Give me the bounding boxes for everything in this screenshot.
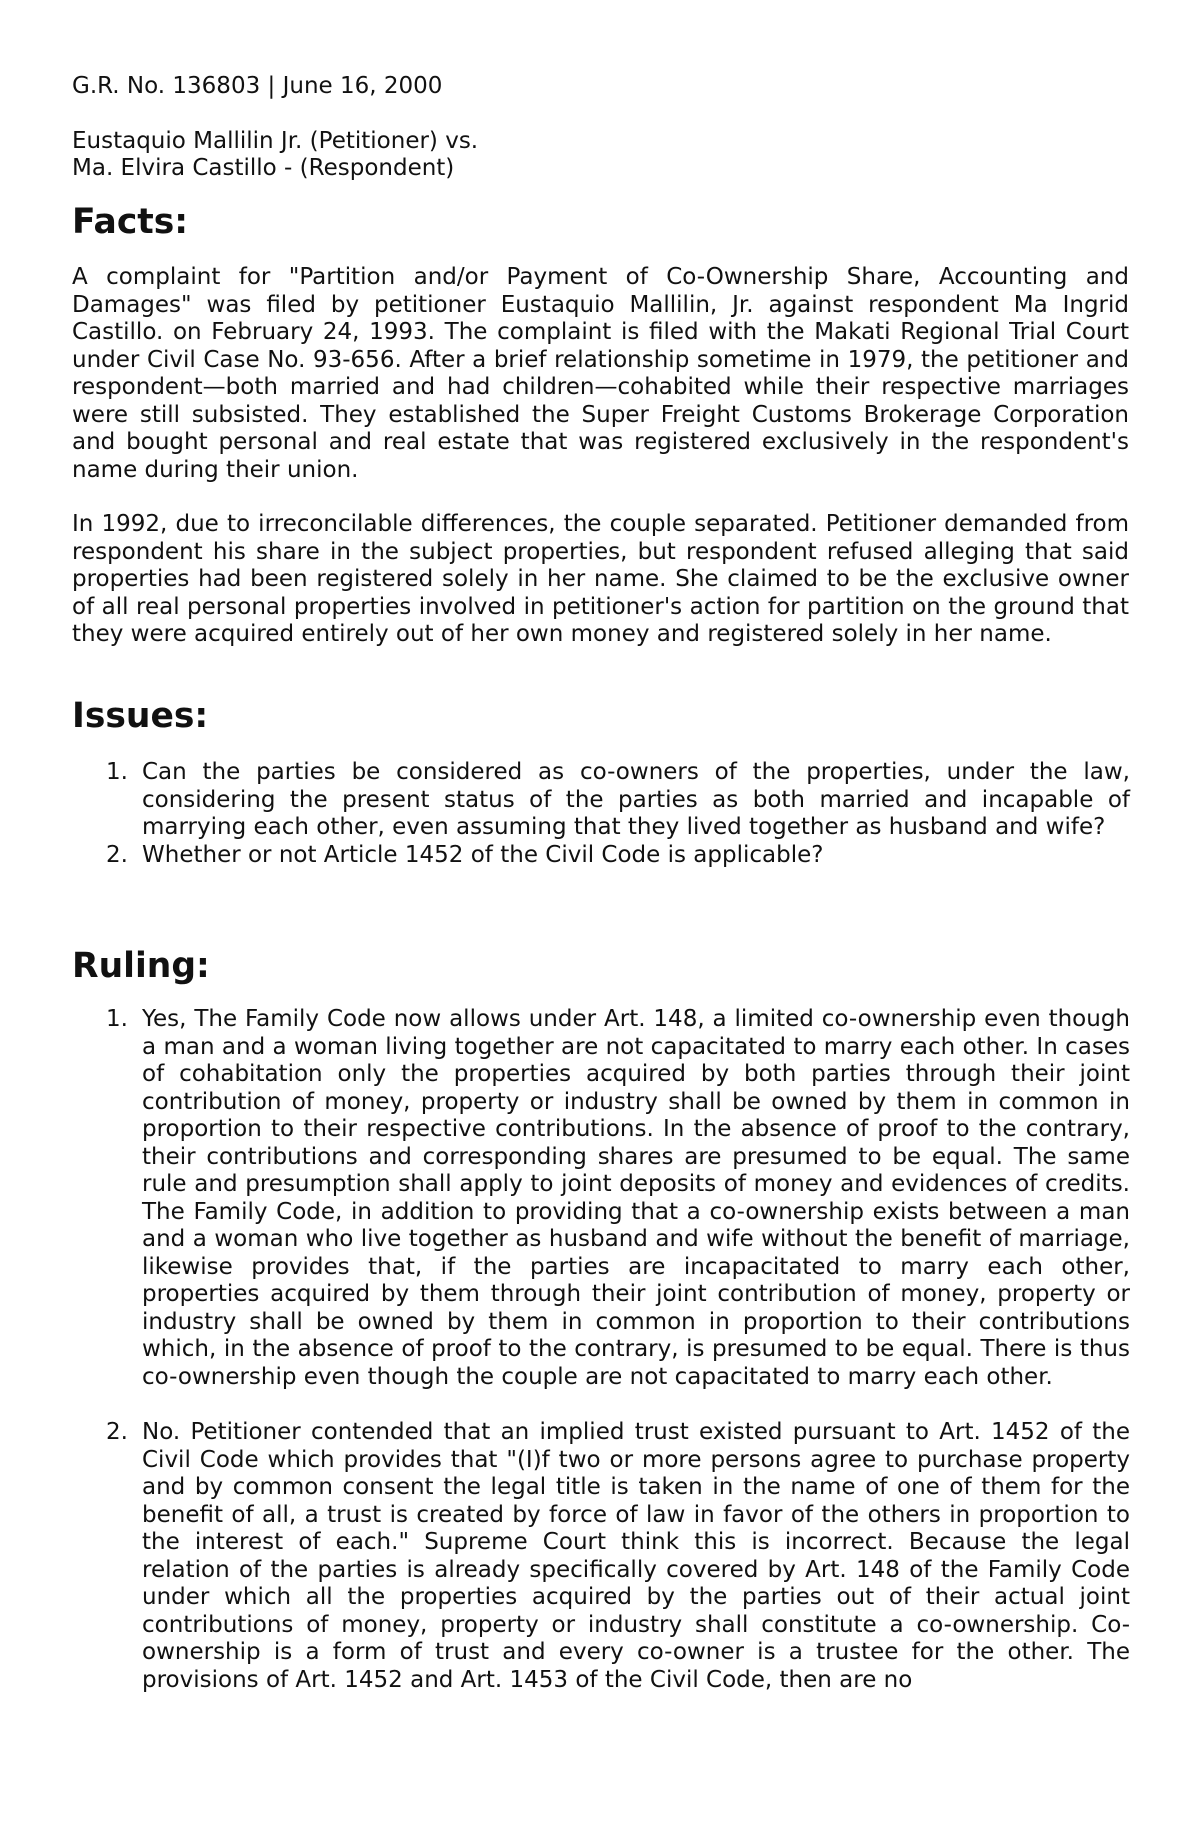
issue-item — [72, 759, 1130, 842]
header-spacer — [72, 101, 1132, 128]
issues-heading: Issues: — [72, 696, 209, 736]
issue-number: 2. — [106, 841, 128, 868]
ruling-text: Yes, The Family Code now allows under Art. 148, a limited co-ownership even though a man and a woman living together are not capacitated to marry each other. In cases of cohabitation only the properties acquired by both parties through their joint contribution of money, property or industry shall be owned by them in common in proportion to their respective contributions. In the absence of proof to the contrary, their contributions and corresponding shares are presumed to be equal. The same rule and presumption shall apply to joint deposits of money and evidences of credits. The Family Code, in addition to providing that a co-ownership exists between a man and a woman who live together as husband and wife without the benefit of marriage, likewise provides that, if the parties are incapacitated to marry each other, properties acquired by them through their joint contribution of money, property or industry shall be owned by them in common in proportion to their contributions which, in the absence of proof to the contrary, is presumed to be equal. There is thus co-ownership even though the couple are not capacitated to marry each other. — [142, 1006, 1130, 1390]
ruling-item — [72, 1006, 1130, 1391]
ruling-item — [72, 1419, 1130, 1694]
issues-list — [72, 759, 1130, 869]
petitioner-line: Eustaquio Mallilin Jr. (Petitioner) vs. — [72, 127, 479, 154]
issue-text: Can the parties be considered as co-owners of the properties, under the law, considering the present status of the parties as both married and incapable of marrying each other, even assuming that they lived together as husband and wife? — [142, 759, 1130, 840]
facts-paragraph-1: A complaint for "Partition and/or Payment of Co-Ownership Share, Accounting and Damages" was filed by petitioner Eustaquio Mallilin, Jr. against respondent Ma Ingrid Castillo. on February 24, 1993. The complaint is filed with the Makati Regional Trial Court under Civil Case No. 93-656. After a brief relationship sometime in 1979, the petitioner and respondent—both married and had children—cohabited while their respective marriages were still subsisted. They established the Super Freight Customs Brokerage Corporation and bought personal and real estate that was registered exclusively in the respondent's name during their union. — [72, 264, 1129, 483]
facts-paragraph-2: In 1992, due to irreconcilable differences, the couple separated. Petitioner demanded from respondent his share in the subject properties, but respondent refused alleging that said properties had been registered solely in her name. She claimed to be the exclusive owner of all real personal properties involved in petitioner's action for partition on the ground that they were acquired entirely out of her own money and registered solely in her name. — [72, 511, 1129, 647]
issue-number: 1. — [106, 759, 128, 785]
ruling-text: No. Petitioner contended that an implied trust existed pursuant to Art. 1452 of the Civil Code which provides that "(I)f two or more persons agree to purchase property and by common consent the legal title is taken in the name of one of them for the benefit of all, a trust is created by force of law in favor of the others in proportion to the interest of each." Supreme Court think this is incorrect. Because the legal relation of the parties is already specifically covered by Art. 148 of the Family Code under which all the properties acquired by the parties out of their actual joint contributions of money, property or industry shall constitute a co-ownership. Co-ownership is a form of trust and every co-owner is a trustee for the other. The provisions of Art. 1452 and Art. 1453 of the Civil Code, then are no — [142, 1419, 1130, 1693]
ruling-number: 2. — [106, 1419, 128, 1445]
issue-text: Whether or not Article 1452 of the Civil Code is applicable? — [142, 841, 824, 868]
issue-item — [72, 842, 1130, 870]
ruling-heading: Ruling: — [72, 946, 210, 986]
case-citation: G.R. No. 136803 | June 16, 2000 — [72, 73, 443, 99]
case-header — [72, 73, 1132, 183]
ruling-number: 1. — [106, 1006, 128, 1032]
respondent-line: Ma. Elvira Castillo - (Respondent) — [72, 155, 455, 181]
ruling-list — [72, 1006, 1130, 1694]
facts-heading: Facts: — [72, 202, 189, 242]
